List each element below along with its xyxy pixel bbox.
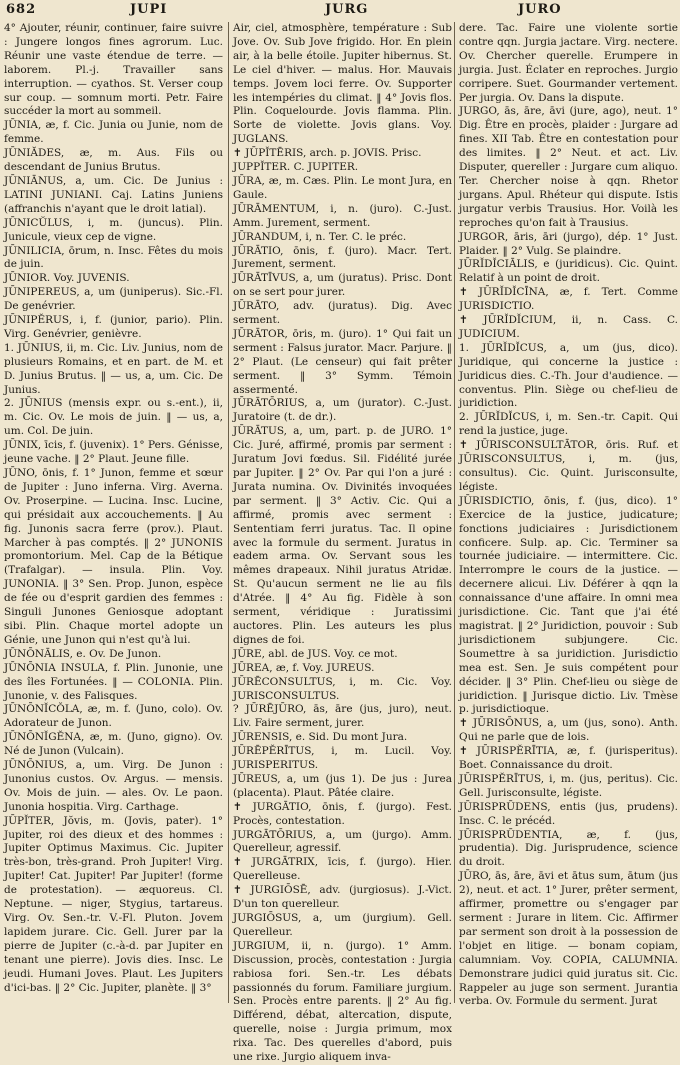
dictionary-entry: JŪRĀMENTUM, i, n. (juro). C.-Just. Amm. Jurement, serment. (233, 202, 452, 229)
dictionary-entry: JŪNIĂDES, æ, m. Aus. Fils ou descendant de Junius Brutus. (4, 147, 223, 174)
dictionary-entry: JŪNIA, æ, f. Cic. Junia ou Junie, nom de femme. (4, 119, 223, 146)
dictionary-entry: ? JŪRĒJŪRO, ās, āre (jus, juro), neut. Liv. Faire serment, jurer. (233, 703, 452, 730)
dictionary-entry: JŪNIPĔRUS, i, f. (junior, pario). Plin. Virg. Genévrier, genièvre. (4, 314, 223, 340)
dictionary-entry: JŪNIĀNUS, a, um. Cic. De Junius : LATINI JUNIANI. Caj. Latins Juniens (affranchis n'ayant que le droit latial). (4, 174, 223, 215)
dictionary-entry: 1. JŪRĬDĬCUS, a, um (jus, dico). Juridique, qui concerne la justice : Juridicus dies. C.-Th. Jour d'audience. — conventus. Plin. Siège ou chef-lieu de juridiction. (459, 341, 678, 410)
dictionary-entry: JŪRĒCONSULTUS, i, m. Cic. Voy. JURISCONSULTUS. (233, 675, 452, 702)
dictionary-entry: JŪNIX, īcis, f. (juvenix). 1° Pers. Génisse, jeune vache. ‖ 2° Plaut. Jeune fille. (4, 439, 223, 466)
dictionary-entry: JŪRĀTOR, ōris, m. (juro). 1° Qui fait un serment : Falsus jurator. Macr. Parjure. ‖ 2° Plaut. (Le censeur) qui fait prêter serment. ‖ 3° Symm. Témoin assermenté. (233, 327, 452, 396)
dictionary-entry: ✝ JURGĀTIO, ōnis, f. (jurgo). Fest. Procès, contestation. (233, 800, 452, 827)
guide-word-right: JURO (518, 2, 562, 17)
dictionary-entry: ✝ JŪRISPĔRĪTIA, æ, f. (jurisperitus). Boet. Connaissance du droit. (459, 745, 678, 772)
dictionary-entry: JŪRĀTĪVUS, a, um (juratus). Prisc. Dont on se sert pour jurer. (233, 272, 452, 299)
dictionary-entry: ✝ JŪRISŌNUS, a, um (jus, sono). Anth. Qui ne parle que de lois. (459, 717, 678, 744)
dictionary-entry: JURGIŌSUS, a, um (jurgium). Gell. Querelleur. (233, 912, 452, 938)
dictionary-entry: ✝ JŪRĬDĬCĪNA, æ, f. Tert. Comme JURISDICTIO. (459, 286, 678, 313)
dictionary-entry: 4° Ajouter, réunir, continuer, faire suivre : Jungere longos fines agrorum. Luc. Réunir une vaste étendue de terre. — laborem. Pl.-j. Travailler sans interruption. — cyathos. St. Verser coup sur coup. — somnum morti. Petr. Faire succéder la mort au sommeil. (4, 22, 223, 118)
dictionary-entry: JŪRISDICTIO, ōnis, f. (jus, dico). 1° Exercice de la justice, judicature; fonctions judiciaires : Jurisdictionem conficere. Sulp. ap. Cic. Terminer sa tournée judiciaire. — intermittere. Cic. Interrompre le cours de la justice. — decernere alicui. Liv. Déférer à qqn la connaissance d'une affaire. In omni mea jurisdictione. Cic. Tant que j'ai été magistrat. ‖ 2° Juridiction, pouvoir : Sub jurisdictionem subjungere. Cic. Soumettre à sa juridiction. Jurisdictio mea est. Sen. Je suis compétent pour décider. ‖ 3° Plin. Chef-lieu ou siège de juridiction. ‖ Jurisque dictio. Liv. Tmèse p. jurisdictioque. (459, 494, 678, 716)
dictionary-entry: dere. Tac. Faire une violente sortie contre qqn. Jurgia jactare. Virg. nectere. Ov. Chercher querelle. Erumpere in jurgia. Just. Éclater en reproches. Jurgio corripere. Suet. Gourmander vertement. Per jurgia. Ov. Dans la dispute. (459, 22, 678, 104)
dictionary-entry: JUPPĬTER. C. JUPITER. (233, 161, 359, 174)
dictionary-entry: JŪNIPEREUS, a, um (juniperus). Sic.-Fl. De genévrier. (4, 286, 223, 313)
column-rule (228, 22, 229, 1003)
dictionary-entry: ✝ JURGĀTRIX, īcis, f. (jurgo). Hier. Querelleuse. (233, 856, 452, 883)
dictionary-entry: JŪRE, abl. de JUS. Voy. ce mot. (233, 647, 398, 660)
dictionary-entry: JŪREA, æ, f. Voy. JUREUS. (233, 661, 375, 674)
column-right (459, 22, 678, 1008)
dictionary-entry: JŪRĀTIO, ōnis, f. (juro). Macr. Tert. Jurement, serment. (233, 244, 452, 271)
guide-word-left: JUPI (130, 2, 168, 17)
dictionary-entry: JŪRISPĔRĪTUS, i, m. (jus, peritus). Cic. Gell. Jurisconsulte, légiste. (459, 772, 678, 799)
dictionary-entry: JŪRĒPĔRĪTUS, i, m. Lucil. Voy. JURISPERITUS. (233, 745, 452, 772)
dictionary-entry: JŪRĀTŌRIUS, a, um (jurator). C.-Just. Juratoire (t. de dr.). (233, 397, 452, 424)
dictionary-entry: JŪNŌNIA INSULA, f. Plin. Junonie, une des îles Fortunées. ‖ — COLONIA. Plin. Junonie, v. des Falisques. (4, 661, 223, 702)
dictionary-entry: Air, ciel, atmosphère, température : Sub Jove. Ov. Sub Jove frigido. Hor. En plein air, à la belle étoile. Jupiter hibernus. St. Le ciel d'hiver. — malus. Hor. Mauvais temps. Jovem loci ferre. Ov. Supporter les intempéries du climat. ‖ 4° Jovis flos. Plin. Coquelourde. Jovis flamma. Plin. Sorte de violette. Jovis glans. Voy. JUGLANS. (233, 22, 452, 146)
dictionary-entry: ✝ JŪPĬTĒRIS, arch. p. JOVIS. Prisc. (233, 147, 422, 160)
dictionary-entry: 2. JŪRĬDĬCUS, i, m. Sen.-tr. Capit. Qui rend la justice, juge. (459, 411, 678, 438)
dictionary-entry: JURGIUM, ii, n. (jurgo). 1° Amm. Discussion, procès, contestation : Jurgia rabiosa fori. Sen.-tr. Les débats passionnés du forum. Familiare jurgium. Sen. Procès entre parents. ‖ 2° Au fig. Différend, débat, altercation, dispute, querelle, noise : Jurgia primum, mox rixa. Tac. Des querelles d'abord, puis une rixe. Jurgio aliquem inva- (233, 939, 452, 1064)
dictionary-entry: JŪNIOR. Voy. JUVENIS. (4, 272, 130, 285)
guide-word-center: JURG (325, 2, 369, 17)
dictionary-entry: JŪREUS, a, um (jus 1). De jus : Jurea (placenta). Plaut. Pâtée claire. (233, 772, 452, 799)
dictionary-entry: JŪRISPRŪDENTIA, æ, f. (jus, prudentia). Dig. Jurisprudence, science du droit. (459, 828, 678, 869)
column-center (233, 22, 452, 1064)
dictionary-entry: JURGĀTŌRIUS, a, um (jurgo). Amm. Querelleur, agressif. (233, 828, 452, 855)
dictionary-entry: 2. JŪNIUS (mensis expr. ou s.-ent.), ii, m. Cic. Ov. Le mois de juin. ‖ — us, a, um. Col. De juin. (4, 397, 223, 438)
dictionary-entry: JŪNŌNĀLIS, e. Ov. De Junon. (4, 647, 162, 660)
dictionary-entry: JŪPĬTER, Jŏvis, m. (Jovis, pater). 1° Jupiter, roi des dieux et des hommes : Jupiter Optimus Maximus. Cic. Jupiter très-bon, très-grand. Proh Jupiter! Virg. Jupiter! Cat. Jupiter! Par Jupiter! (forme de protestation). — æquoreus. Cl. Neptune. — niger, Stygius, tartareus. Virg. Ov. Sen.-tr. V.-Fl. Pluton. Jovem lapidem jurare. Cic. Gell. Jurer par la pierre de Jupiter (c.-à-d. par Jupiter en tenant une pierre). Jovis dies. Insc. Le jeudi. Humani Joves. Plaut. Les Jupiters d'ici-bas. ‖ 2° Cic. Jupiter, planète. ‖ 3° (4, 814, 223, 994)
dictionary-entry: JŪRENSIS, e. Sid. Du mont Jura. (233, 731, 408, 744)
dictionary-entry: JURGO, ās, āre, āvi (jure, ago), neut. 1° Dig. Être en procès, plaider : Jurgare ad fines. XII Tab. Être en contestation pour des limites. ‖ 2° Neut. et act. Liv. Disputer, quereller : Jurgare cum aliquo. Ter. Chercher noise à qqn. Rhetor jurgans. Apul. Rhéteur qui dispute. Istis jurgatur verbis Trausius. Hor. Voilà les reproches qu'on fait à Trausius. (459, 105, 678, 229)
dictionary-entry: JŪRA, æ, m. Cæs. Plin. Le mont Jura, en Gaule. (233, 174, 452, 201)
dictionary-entry: JŪNŌNĬGĔNA, æ, m. (Juno, gigno). Ov. Né de Junon (Vulcain). (4, 731, 223, 758)
dictionary-entry: JURGOR, āris, āri (jurgo), dép. 1° Just. Plaider. ‖ 2° Vulg. Se plaindre. (459, 230, 678, 257)
dictionary-entry: JŪRANDUM, i, n. Ter. C. le préc. (233, 230, 407, 243)
dictionary-entry: JŪNŌNĬCŎLA, æ, m. f. (Juno, colo). Ov. Adorateur de Junon. (4, 703, 223, 730)
dictionary-entry: JŪNO, ōnis, f. 1° Junon, femme et sœur de Jupiter : Juno inferna. Virg. Averna. Ov. Proserpine. — Lucina. Insc. Lucine, qui présidait aux accouchements. ‖ Au fig. Junonis sacra ferre (prov.). Plaut. Marcher à pas comptés. ‖ 2° JUNONIS promontorium. Mel. Cap de la Bétique (Trafalgar). — insula. Plin. Voy. JUNONIA. ‖ 3° Sen. Prop. Junon, espèce de fée ou d'esprit gardien des femmes : Singuli Junones Geniosque adoptant sibi. Plin. Chaque mortel adopte un Génie, une Junon qui n'est qu'à lui. (4, 467, 223, 646)
dictionary-entry: JŪRO, ās, āre, āvi et ātus sum, ātum (jus 2), neut. et act. 1° Jurer, prêter serment, affirmer, promettre ou s'engager par serment : Jurare in litem. Cic. Affirmer par serment son droit à la possession de l'objet en litige. — bonam copiam, calumniam. Voy. COPIA, CALUMNIA. Demonstrare judici quid juratus sit. Cic. Rappeler au juge son serment. Jurantia verba. Ov. Formule du serment. Jurat (459, 870, 678, 1008)
dictionary-entry: ✝ JŪRISCONSULTĀTOR, ōris. Ruf. et JŪRISCONSULTUS, i, m. (jus, consultus). Cic. Quint. Jurisconsulte, légiste. (459, 439, 678, 493)
dictionary-entry: JŪRĬDĬCIĀLIS, e (juridicus). Cic. Quint. Relatif à un point de droit. (459, 258, 678, 285)
column-rule (454, 22, 455, 1003)
dictionary-entry: JŪRĀTO, adv. (juratus). Dig. Avec serment. (233, 300, 452, 327)
dictionary-entry: JŪNŌNIUS, a, um. Virg. De Junon : Junonius custos. Ov. Argus. — mensis. Ov. Mois de juin. — ales. Ov. Le paon. Junonia hospitia. Virg. Carthage. (4, 759, 223, 813)
dictionary-entry: JŪNILICIA, ōrum, n. Insc. Fêtes du mois de juin. (4, 244, 223, 271)
dictionary-entry: JŪNICŬLUS, i, m. (juncus). Plin. Junicule, vieux cep de vigne. (4, 216, 223, 243)
dictionary-entry: 1. JŪNIUS, ii, m. Cic. Liv. Junius, nom de plusieurs Romains, et en part. de M. et D. Junius Brutus. ‖ — us, a, um. Cic. De Junius. (4, 341, 223, 396)
dictionary-entry: ✝ JŪRĬDĬCIUM, ii, n. Cass. C. JUDICIUM. (459, 314, 678, 340)
page-number: 682 (6, 2, 37, 17)
running-head (0, 2, 680, 18)
dictionary-entry: ✝ JURGIŌSĒ, adv. (jurgiosus). J.-Vict. D'un ton querelleur. (233, 884, 452, 911)
column-left (4, 22, 223, 1005)
dictionary-entry: JŪRISPRŪDENS, entis (jus, prudens). Insc. C. le précéd. (459, 800, 678, 827)
dictionary-entry: JŪRĀTUS, a, um, part. p. de JURO. 1° Cic. Juré, affirmé, promis par serment : Juratum Jovi fœdus. Sil. Fidélité jurée par Jupiter. ‖ 2° Ov. Par qui l'on a juré : Jurata numina. Ov. Divinités invoquées par serment. ‖ 3° Activ. Cic. Qui a affirmé, promis avec serment : Sententiam ferri juratus. Tac. Il opine avec la formule du serment. Juratus in eadem arma. Ov. Servant sous les mêmes drapeaux. Nihil juratus Atridæ. St. Qu'aucun serment ne lie au fils d'Atrée. ‖ 4° Au fig. Fidèle à son serment, véridique : Juratissimi auctores. Plin. Les auteurs les plus dignes de foi. (233, 425, 452, 646)
